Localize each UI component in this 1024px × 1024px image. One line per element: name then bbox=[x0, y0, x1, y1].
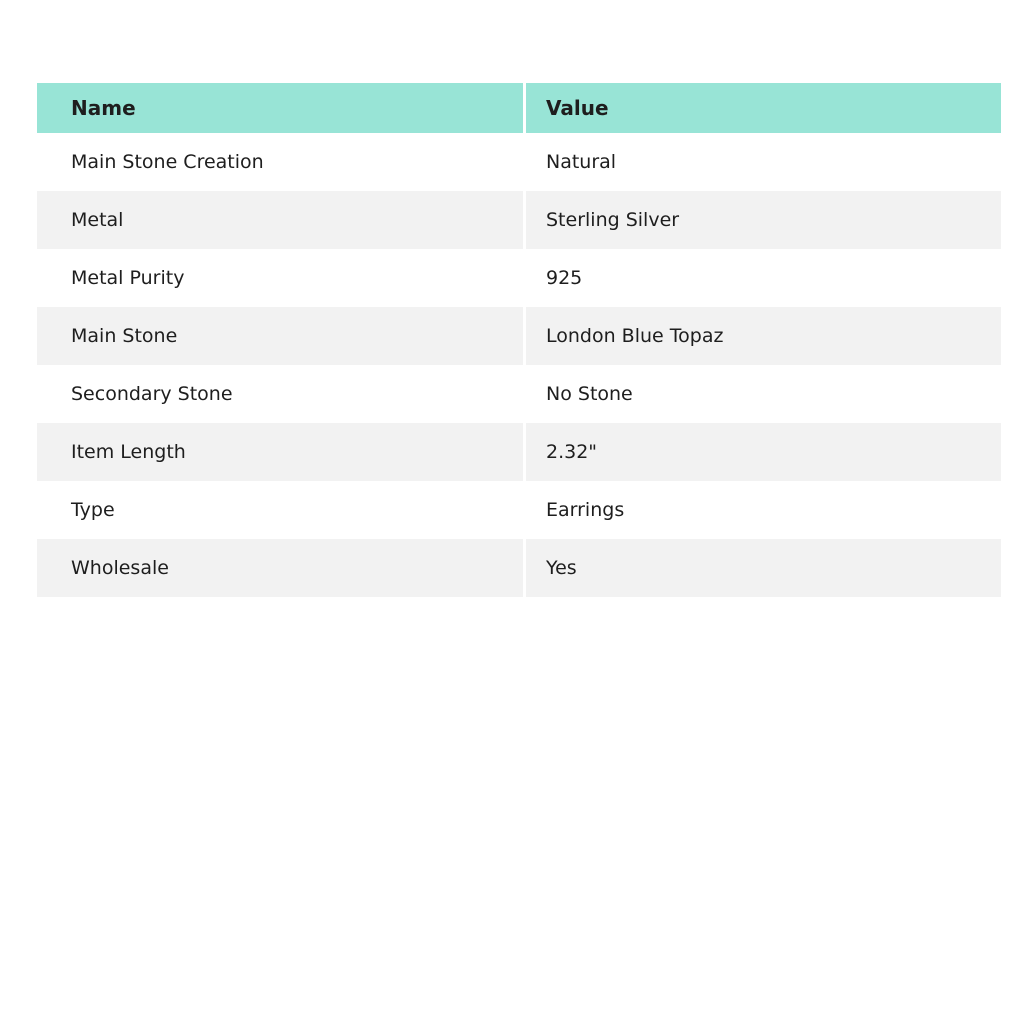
spec-name-cell: Wholesale bbox=[37, 539, 523, 597]
table-row bbox=[37, 481, 1001, 539]
spec-value-cell: 2.32" bbox=[523, 423, 1001, 481]
spec-value-cell: No Stone bbox=[523, 365, 1001, 423]
spec-name-cell: Main Stone Creation bbox=[37, 133, 523, 191]
spec-value-cell: Natural bbox=[523, 133, 1001, 191]
table-row bbox=[37, 133, 1001, 191]
table-row bbox=[37, 191, 1001, 249]
table-header-row bbox=[37, 83, 1001, 133]
table-row bbox=[37, 365, 1001, 423]
table-body bbox=[37, 133, 1001, 597]
spec-value-cell: 925 bbox=[523, 249, 1001, 307]
product-spec-table bbox=[37, 83, 1001, 597]
table-row bbox=[37, 307, 1001, 365]
spec-name-cell: Item Length bbox=[37, 423, 523, 481]
spec-value-cell: Yes bbox=[523, 539, 1001, 597]
spec-name-cell: Metal bbox=[37, 191, 523, 249]
table-row bbox=[37, 539, 1001, 597]
spec-value-cell: London Blue Topaz bbox=[523, 307, 1001, 365]
column-header-name: Name bbox=[37, 83, 523, 133]
table-row bbox=[37, 423, 1001, 481]
spec-name-cell: Type bbox=[37, 481, 523, 539]
table-row bbox=[37, 249, 1001, 307]
spec-name-cell: Metal Purity bbox=[37, 249, 523, 307]
column-header-value: Value bbox=[523, 83, 1001, 133]
spec-value-cell: Sterling Silver bbox=[523, 191, 1001, 249]
spec-value-cell: Earrings bbox=[523, 481, 1001, 539]
spec-name-cell: Secondary Stone bbox=[37, 365, 523, 423]
spec-name-cell: Main Stone bbox=[37, 307, 523, 365]
